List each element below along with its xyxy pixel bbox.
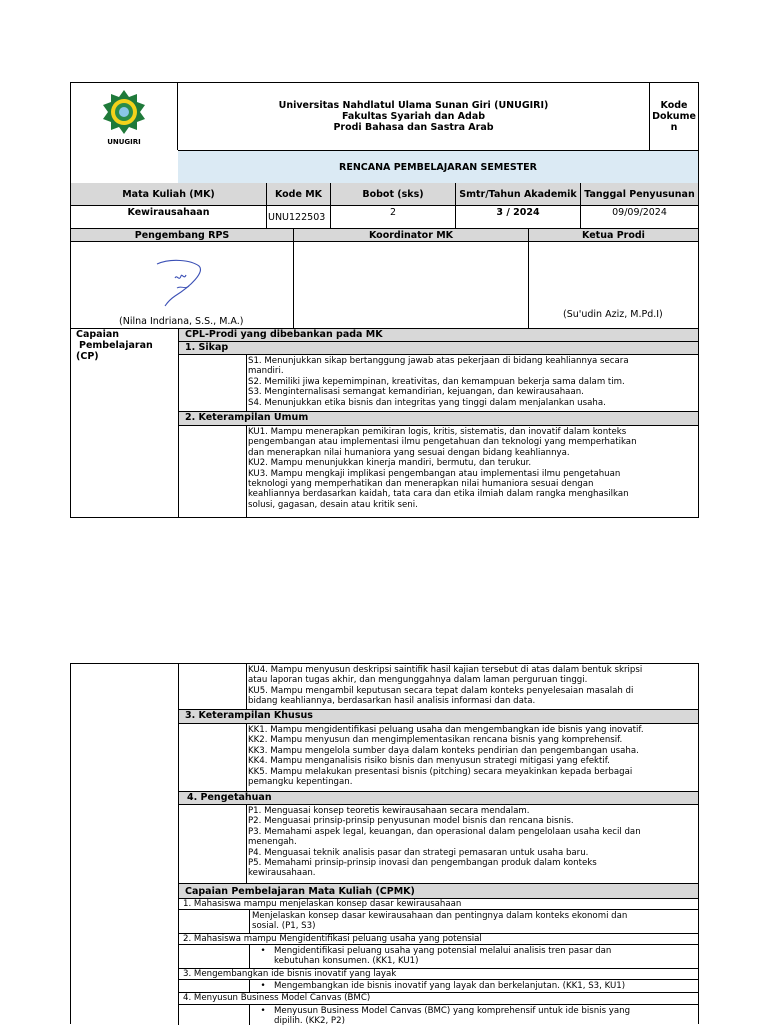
- cpmk-heading: Capaian Pembelajaran Mata Kuliah (CPMK): [179, 884, 698, 899]
- cpl-heading: CPL-Prodi yang dibebankan pada MK: [179, 329, 698, 342]
- cpmk-detail-line: sosial. (P1, S3): [252, 921, 316, 932]
- p-content-row: [179, 805, 698, 884]
- course-header-row: [71, 183, 698, 206]
- bullet-icon: •: [260, 1006, 266, 1016]
- col-koordinator: Koordinator MK: [294, 229, 529, 241]
- sikap-heading: 1. Sikap: [179, 342, 698, 355]
- signature-image: [151, 252, 211, 308]
- kk-heading: 3. Keterampilan Khusus: [179, 710, 698, 724]
- kode-dokumen-label: Dokume: [652, 111, 696, 122]
- value-mata-kuliah: Kewirausahaan: [71, 206, 267, 228]
- logo-cell: [71, 83, 178, 150]
- ku-item: teknologi yang memperhatikan dan menerapkan nilai humaniora sesuai dengan: [248, 479, 594, 490]
- col-kode-mk: Kode MK: [267, 183, 331, 205]
- rps-page-1: [70, 82, 699, 518]
- p-item: P2. Menguasai prinsip-prinsip penyusunan model bisnis dan rencana bisnis.: [248, 816, 574, 827]
- col-ketua: Ketua Prodi: [582, 229, 645, 241]
- ku-item: KU2. Mampu menunjukkan kinerja mandiri, bermutu, dan terukur.: [248, 458, 532, 469]
- ku-item: solusi, gagasan, desain atau kritik seni.: [248, 499, 418, 510]
- ku-content-row: [179, 426, 698, 517]
- ketua-name: (Su'udin Aziz, M.Pd.I): [563, 309, 663, 320]
- cpmk-title: 2. Mahasiswa mampu Mengidentifikasi peluang usaha yang potensial: [179, 934, 698, 945]
- cpmk-detail-line: Menyusun Business Model Canvas (BMC) yang komprehensif untuk ide bisnis yang: [274, 1006, 631, 1016]
- ku-empty-cell: [179, 426, 247, 517]
- ku-item: KU3. Mampu mengkaji implikasi pengembangan atau implementasi ilmu pengetahuan: [248, 468, 621, 479]
- sikap-list: [248, 356, 698, 408]
- p-item: P5. Memahami prinsip-prinsip inovasi dan pengembangan produk dalam konteks: [248, 858, 597, 869]
- institution-cell: [178, 83, 650, 150]
- course-values-row: [71, 206, 698, 229]
- cp-label: Pembelajaran: [79, 340, 153, 351]
- kk-item: pemangku kepentingan.: [248, 777, 353, 788]
- ku-item: KU5. Mampu mengambil keputusan secara tepat dalam konteks penyelesaian masalah di: [248, 685, 634, 696]
- p-item: kewirausahaan.: [248, 868, 316, 879]
- kk-empty-cell: [179, 724, 247, 791]
- sikap-item: mandiri.: [248, 366, 284, 377]
- signature-pengembang-cell: [71, 242, 294, 328]
- p-heading: 4. Pengetahuan: [179, 792, 698, 805]
- bullet-icon: •: [260, 981, 266, 991]
- cpmk-detail-line: Mengidentifikasi peluang usaha yang potensial melalui analisis tren pasar dan: [274, 946, 612, 956]
- ku-item: KU1. Mampu menerapkan pemikiran logis, kritis, sistematis, dan inovatif dalam konteks: [248, 427, 627, 437]
- p-list: [248, 806, 698, 879]
- p-empty-cell: [179, 805, 247, 883]
- cpmk-title: 1. Mahasiswa mampu menjelaskan konsep dasar kewirausahaan: [179, 899, 698, 910]
- faculty-name: Fakultas Syariah dan Adab: [341, 111, 486, 122]
- sikap-item: S4. Menunjukkan etika bisnis dan integritas yang tinggi dalam menjalankan usaha.: [248, 397, 606, 408]
- cpmk-detail-row: [179, 910, 698, 934]
- cpmk-detail: [252, 981, 698, 991]
- cpmk-title: 3. Mengembangkan ide bisnis inovatif yang layak: [179, 969, 698, 980]
- p-item: P3. Memahami aspek legal, keuangan, dan operasional dalam pengelolaan usaha kecil dan: [248, 826, 641, 837]
- col-smtr: Smtr/Tahun Akademik: [456, 183, 581, 205]
- ku-item: keahliannya berdasarkan kaidah, tata cara dan etika ilmiah dalam rangka menghasilkan: [248, 489, 629, 500]
- cpmk-detail-row: [179, 980, 698, 993]
- kode-dokumen-cell: [650, 83, 698, 150]
- prodi-name: Prodi Bahasa dan Sastra Arab: [333, 122, 494, 133]
- cpmk-detail-line: Mengembangkan ide bisnis inovatif yang layak dan berkelanjutan. (KK1, S3, KU1): [274, 981, 626, 991]
- signature-body-row: [71, 242, 698, 329]
- cpmk-detail: [252, 911, 698, 932]
- kode-dokumen-label: Kode: [660, 100, 688, 111]
- col-bobot: Bobot (sks): [331, 183, 456, 205]
- ku-item: bidang keahliannya, berdasarkan hasil analisis informasi dan data.: [248, 696, 536, 707]
- cpmk-detail-line: kebutuhan konsumen. (KK1, KU1): [274, 956, 419, 967]
- sikap-content-row: [179, 355, 698, 412]
- pengembang-name: (Nilna Indriana, S.S., M.A.): [119, 316, 244, 327]
- cp-label: Capaian: [76, 329, 120, 340]
- cpmk-detail-row: [179, 1005, 698, 1025]
- university-name: Universitas Nahdlatul Ulama Sunan Giri (UNUGIRI): [278, 100, 549, 111]
- p-item: P4. Menguasai teknik analisis pasar dan strategi pemasaran untuk usaha baru.: [248, 847, 589, 858]
- kk-item: KK5. Mampu melakukan presentasi bisnis (pitching) secara meyakinkan kepada berbagai: [248, 766, 633, 777]
- col-mata-kuliah: Mata Kuliah (MK): [71, 183, 267, 205]
- ku-heading: 2. Keterampilan Umum: [179, 412, 698, 426]
- col-pengembang: Pengembang RPS: [71, 229, 294, 241]
- sikap-item: S1. Menunjukkan sikap bertanggung jawab atas pekerjaan di bidang keahliannya secara: [248, 356, 629, 366]
- cp-label-cell: [71, 329, 179, 517]
- cp-label: (CP): [76, 351, 99, 362]
- kk-item: KK1. Mampu mengidentifikasi peluang usaha dan mengembangkan ide bisnis yang inovatif.: [248, 725, 644, 735]
- cpmk-detail-line: Menjelaskan konsep dasar kewirausahaan dan pentingnya dalam konteks ekonomi dan: [252, 911, 628, 921]
- cpmk-detail-line: dipilih. (KK2, P2): [274, 1016, 345, 1027]
- ku-cont-empty-cell: [179, 664, 247, 709]
- cpmk-empty-cell: [179, 910, 250, 933]
- ku-cont-row: [179, 664, 698, 710]
- ku-item: pengembangan atau implementasi ilmu pengetahuan dan teknologi yang memperhatikan: [248, 437, 637, 448]
- p-item: P1. Menguasai konsep teoretis kewirausahaan secara mendalam.: [248, 806, 530, 816]
- cpmk-title: 4. Menyusun Business Model Canvas (BMC): [179, 993, 698, 1005]
- kk-item: KK3. Mampu mengelola sumber daya dalam konteks pendirian dan pengembangan usaha.: [248, 745, 639, 756]
- kk-list: [248, 725, 698, 787]
- value-tanggal: 09/09/2024: [612, 207, 667, 218]
- col-tanggal: Tanggal Penyusunan: [584, 188, 695, 200]
- signature-ketua-cell: [529, 242, 698, 328]
- value-smtr: 3 / 2024: [456, 206, 581, 228]
- ku-item: KU4. Mampu menyusun deskripsi saintifik hasil kajian tersebut di atas dalam bentuk skripsi: [248, 665, 643, 675]
- p-item: menengah.: [248, 837, 297, 848]
- cp-label-cell-cont: [71, 664, 179, 1025]
- document-title: RENCANA PEMBELAJARAN SEMESTER: [178, 150, 698, 184]
- bullet-icon: •: [260, 946, 266, 956]
- unugiri-logo-icon: [98, 88, 150, 138]
- cpmk-detail-row: [179, 945, 698, 969]
- sikap-empty-cell: [179, 355, 247, 411]
- signature-header-row: [71, 229, 698, 242]
- cpmk-empty-cell: [179, 1005, 250, 1025]
- ku-cont-list: [248, 665, 698, 707]
- kk-item: KK4. Mampu menganalisis risiko bisnis dan menyusun strategi mitigasi yang efektif.: [248, 756, 610, 767]
- sikap-item: S2. Memiliki jiwa kepemimpinan, kreativitas, dan kemampuan bekerja sama dalam tim.: [248, 376, 625, 387]
- cpmk-empty-cell: [179, 980, 250, 992]
- rps-page-2: [70, 663, 699, 1027]
- cpmk-empty-cell: [179, 945, 250, 968]
- logo-text: UNUGIRI: [107, 137, 141, 146]
- sikap-item: S3. Menginternalisasi semangat kemandirian, kejuangan, dan kewirausahaan.: [248, 387, 584, 398]
- kk-content-row: [179, 724, 698, 792]
- kk-item: KK2. Mampu menyusun dan mengimplementasikan rencana bisnis yang komprehensif.: [248, 735, 623, 746]
- ku-item: atau laporan tugas akhir, dan mengunggahnya dalam laman perguruan tinggi.: [248, 675, 588, 686]
- ku-item: dan menerapkan nilai humaniora yang sesuai dengan bidang keahliannya.: [248, 447, 570, 458]
- ku-list: [248, 427, 698, 510]
- kode-dokumen-label: n: [670, 122, 678, 133]
- signature-koordinator-cell: [294, 242, 529, 328]
- value-bobot: 2: [331, 206, 456, 228]
- value-kode-mk: UNU122503: [267, 206, 331, 228]
- cpmk-detail: [252, 946, 698, 967]
